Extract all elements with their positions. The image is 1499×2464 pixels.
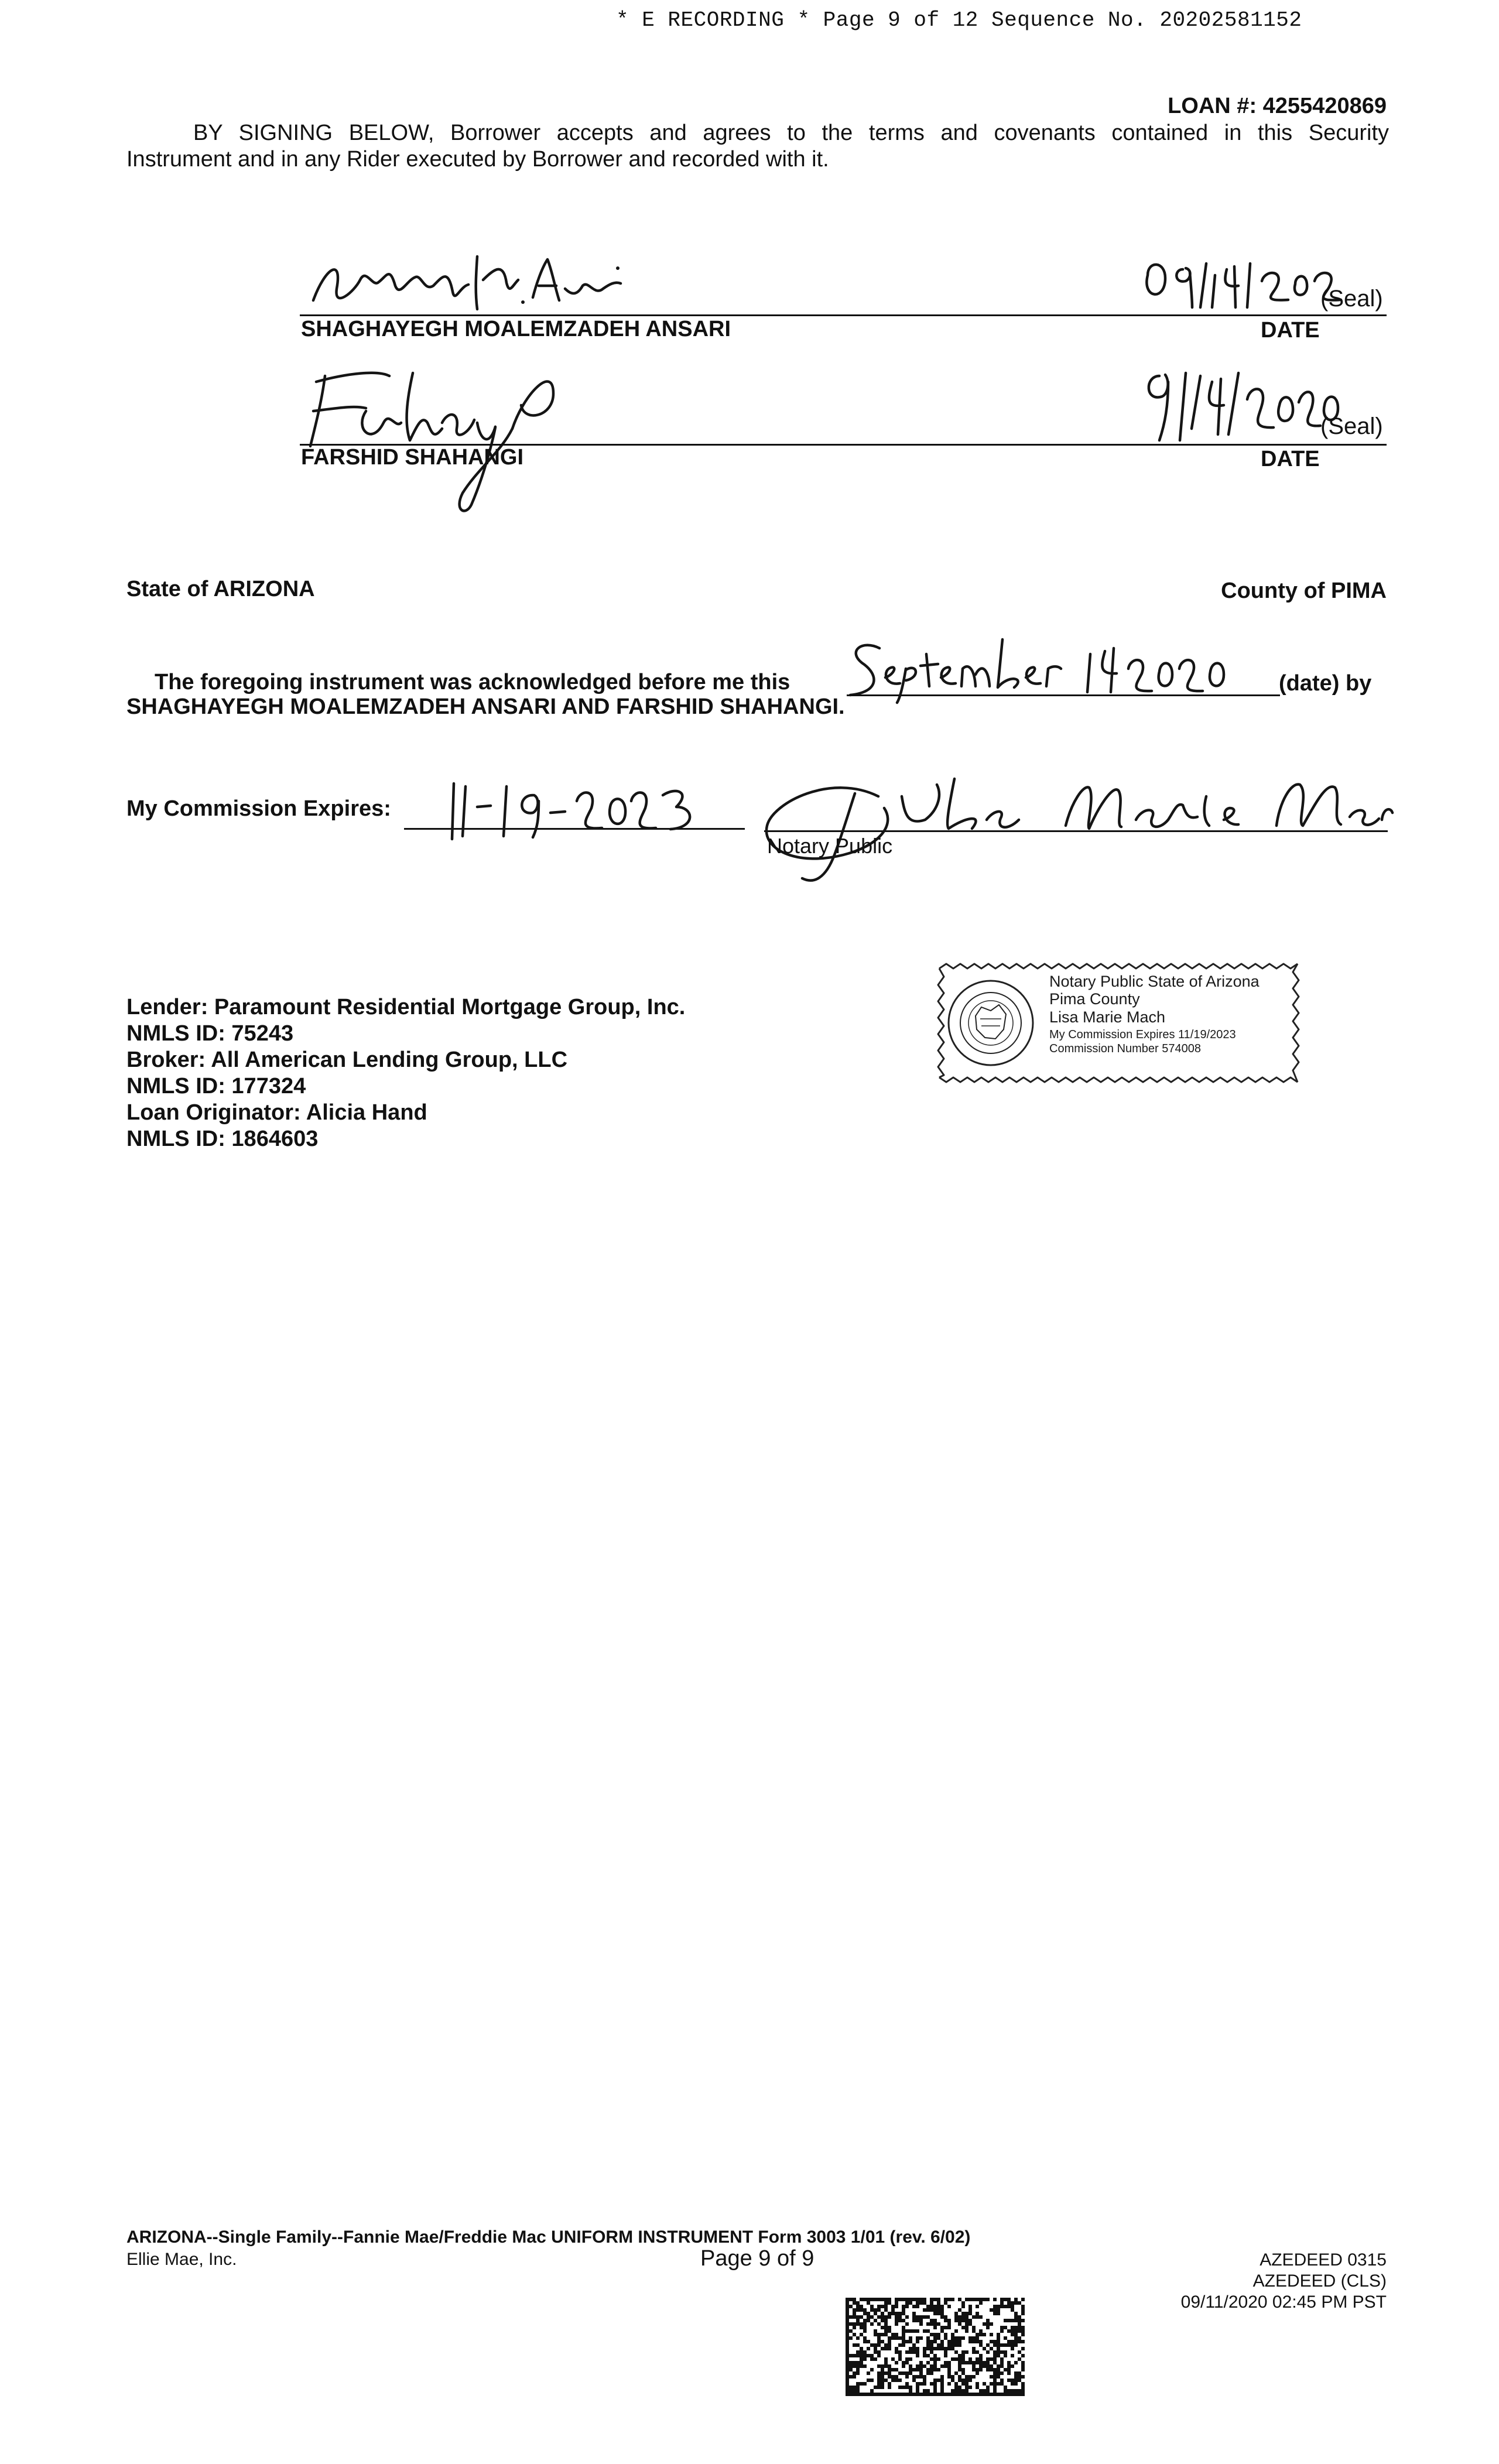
borrower-1-signature-line (300, 314, 1387, 316)
borrower-1-signature (302, 245, 653, 321)
notary-seal-stamp (935, 960, 1302, 1086)
loan-number: LOAN #: 4255420869 (1168, 94, 1387, 118)
seal-line-1: Notary Public State of Arizona (1049, 973, 1260, 990)
barcode-2d (846, 2297, 1025, 2396)
notary-public-label: Notary Public (767, 834, 893, 858)
commission-handwritten-expiry (445, 772, 703, 842)
borrower-1-date-label: DATE (1261, 318, 1320, 343)
loan-originator: Loan Originator: Alicia Hand (126, 1100, 427, 1125)
borrower-1-seal-label: (Seal) (1320, 286, 1383, 312)
intro-paragraph (126, 121, 1389, 172)
intro-line-1: BY SIGNING BELOW, Borrower accepts and agrees to the terms and covenants contained in this Security (193, 121, 1389, 145)
recording-header: * E RECORDING * Page 9 of 12 Sequence No. 20202581152 (616, 8, 1302, 32)
borrower-2-signature (302, 358, 606, 522)
originator-nmls: NMLS ID: 1864603 (126, 1127, 319, 1151)
acknowledgment-prefix: The foregoing instrument was acknowledged before me this (155, 670, 790, 694)
footer-page-number: Page 9 of 9 (700, 2246, 814, 2271)
commission-label: My Commission Expires: (126, 796, 391, 821)
footer-form-line: ARIZONA--Single Family--Fannie Mae/Freddie Mac UNIFORM INSTRUMENT Form 3003 1/01 (rev. 6/02) (126, 2227, 971, 2247)
acknowledgment-date-line (847, 694, 1280, 696)
footer-timestamp: 09/11/2020 02:45 PM PST (1180, 2292, 1387, 2312)
borrower-2-name: FARSHID SHAHANGI (301, 445, 524, 470)
intro-line-2: Instrument and in any Rider executed by Borrower and recorded with it. (126, 147, 829, 172)
footer-code-2: AZEDEED (CLS) (1252, 2271, 1387, 2291)
state-venue: State of ARIZONA (126, 577, 315, 601)
footer-code-1: AZEDEED 0315 (1260, 2250, 1387, 2270)
seal-line-2: Pima County (1049, 990, 1140, 1008)
lender-name: Lender: Paramount Residential Mortgage Group, Inc. (126, 995, 686, 1019)
footer-vendor: Ellie Mae, Inc. (126, 2250, 237, 2269)
acknowledgment-suffix: (date) by (1279, 671, 1372, 696)
lender-info-block (126, 994, 685, 1152)
broker-nmls: NMLS ID: 177324 (126, 1074, 306, 1098)
footer-codes (1181, 2250, 1387, 2313)
borrower-2-date-label: DATE (1261, 447, 1320, 471)
seal-line-3: Lisa Marie Mach (1049, 1008, 1166, 1026)
lender-nmls: NMLS ID: 75243 (126, 1021, 294, 1046)
acknowledgment-parties: SHAGHAYEGH MOALEMZADEH ANSARI AND FARSHID SHAHANGI. (126, 694, 845, 719)
seal-line-4: My Commission Expires 11/19/2023 (1049, 1028, 1236, 1041)
borrower-1-name: SHAGHAYEGH MOALEMZADEH ANSARI (301, 317, 731, 341)
acknowledgment-handwritten-date (839, 634, 1237, 704)
seal-line-5: Commission Number 574008 (1049, 1042, 1202, 1055)
broker-name: Broker: All American Lending Group, LLC (126, 1048, 568, 1072)
borrower-2-seal-label: (Seal) (1320, 413, 1383, 439)
notary-signature (761, 761, 1394, 890)
county-venue: County of PIMA (1221, 579, 1387, 603)
